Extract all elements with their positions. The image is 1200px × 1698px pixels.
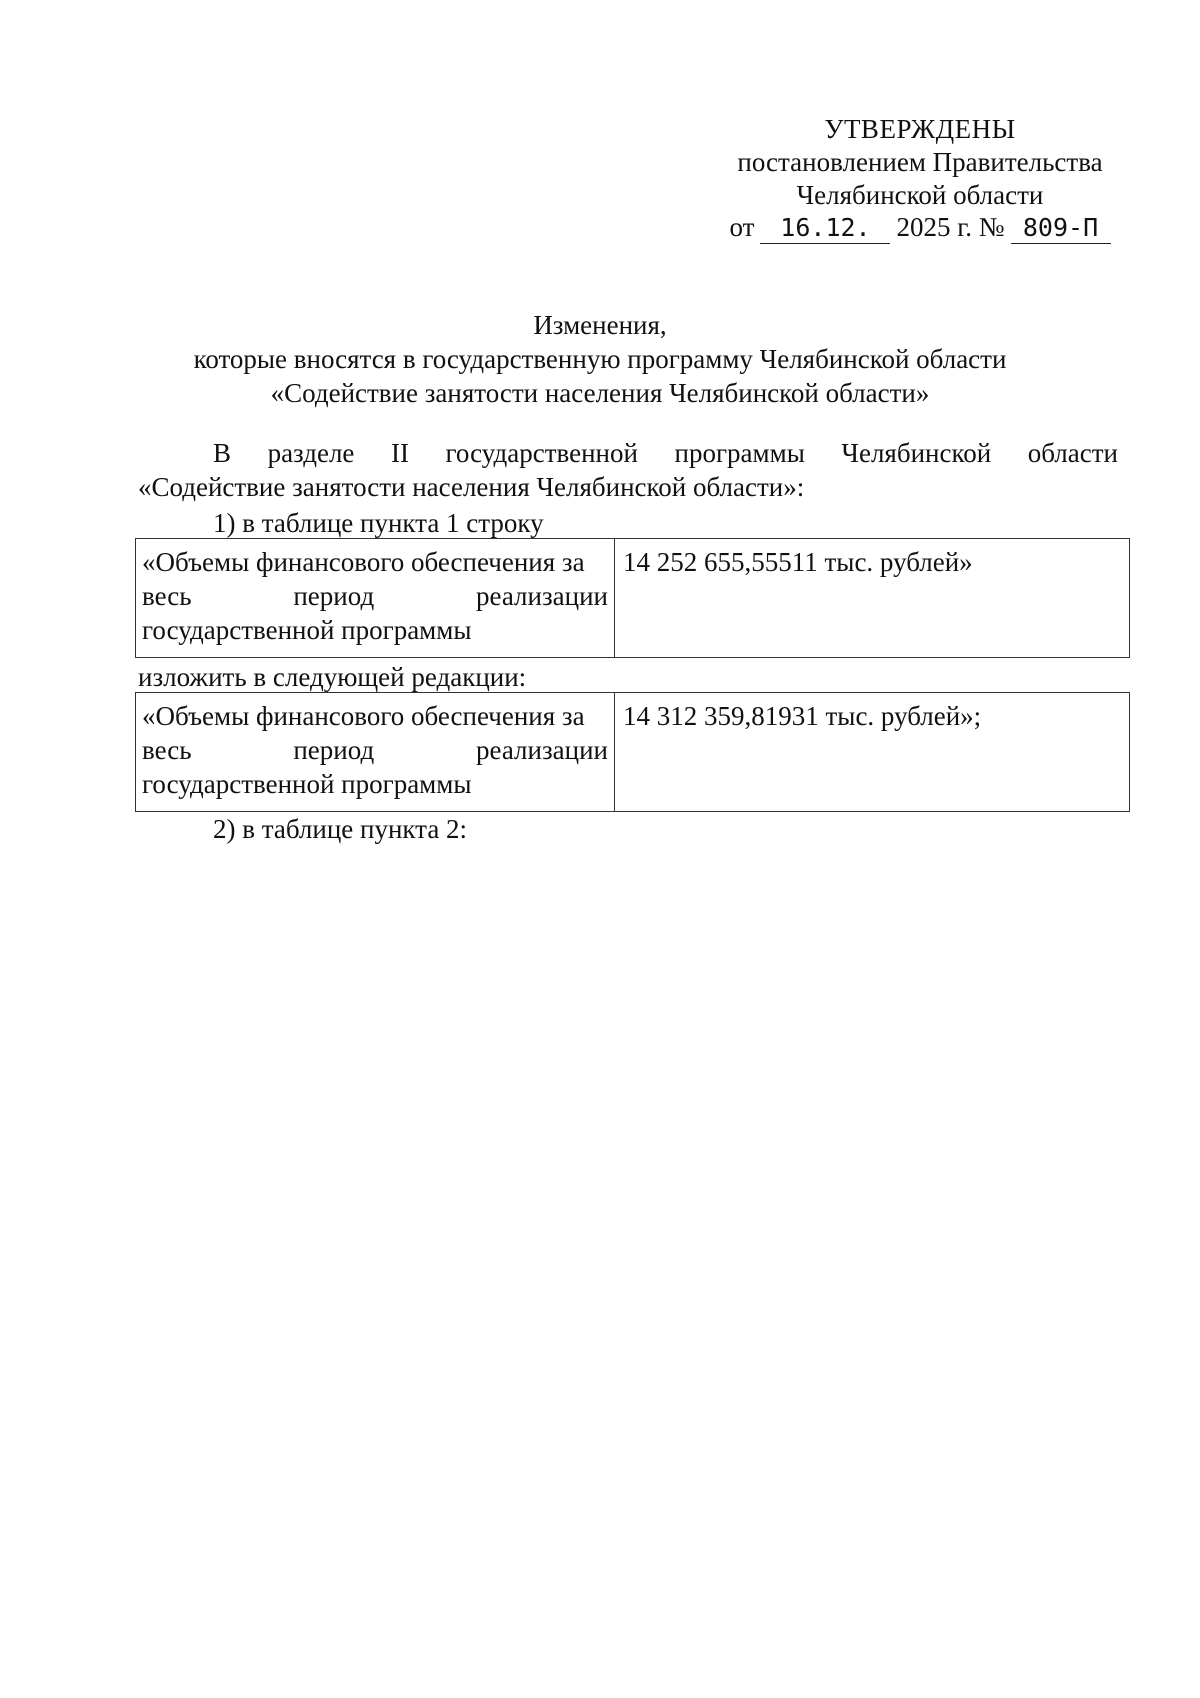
approval-number-field: 809-П xyxy=(1011,213,1111,244)
table-new-label-cell xyxy=(136,693,615,812)
intro-word: программы xyxy=(674,438,805,468)
intro-line-2: «Содействие занятости населения Челябинской области»: xyxy=(138,472,805,502)
intro-word: Челябинской xyxy=(841,438,992,468)
label-line-2 xyxy=(142,579,608,613)
label-word: весь xyxy=(142,581,192,611)
table-old-label-cell xyxy=(136,539,615,658)
intro-line-1 xyxy=(138,436,1118,470)
intro-word: II xyxy=(390,438,409,468)
item-2-text: 2) в таблице пункта 2: xyxy=(213,814,468,844)
approval-heading: УТВЕРЖДЕНЫ xyxy=(824,114,1016,144)
approval-date-line xyxy=(700,211,1140,244)
table-row xyxy=(136,539,1130,658)
title-line-2: которые вносятся в государственную программу Челябинской области xyxy=(193,344,1007,374)
label-word: весь xyxy=(142,735,192,765)
intro-word: разделе xyxy=(267,438,355,468)
approval-line-2: Челябинской области xyxy=(796,180,1044,210)
intro-word: В xyxy=(213,438,232,468)
intro-word: государственной xyxy=(445,438,638,468)
label-word: период xyxy=(293,581,375,611)
intro-word: области xyxy=(1027,438,1118,468)
document-title xyxy=(130,308,1070,410)
label-line-3: государственной программы xyxy=(142,769,472,799)
approval-block xyxy=(700,112,1140,244)
label-line-1: «Объемы финансового обеспечения за xyxy=(142,547,585,577)
title-line-1: Изменения, xyxy=(533,310,667,340)
between-text: изложить в следующей редакции: xyxy=(138,662,527,692)
approval-line-1: постановлением Правительства xyxy=(737,147,1103,177)
table-new-value-cell: 14 312 359,81931 тыс. рублей»; xyxy=(615,693,1130,812)
item-1-text: 1) в таблице пункта 1 строку xyxy=(213,508,544,538)
approval-date-field: 16.12. xyxy=(760,213,890,244)
table-row xyxy=(136,693,1130,812)
label-line-3: государственной программы xyxy=(142,615,472,645)
approval-from-prefix: от xyxy=(729,212,755,242)
label-line-1: «Объемы финансового обеспечения за xyxy=(142,701,585,731)
approval-year-text: 2025 г. № xyxy=(896,212,1005,242)
title-line-3: «Содействие занятости населения Челябинской области» xyxy=(270,378,930,408)
table-old-row xyxy=(135,538,1130,658)
table-new-row xyxy=(135,692,1130,812)
label-word: период xyxy=(293,735,375,765)
label-word: реализации xyxy=(476,735,608,765)
table-old-value-cell: 14 252 655,55511 тыс. рублей» xyxy=(615,539,1130,658)
label-line-2 xyxy=(142,733,608,767)
label-word: реализации xyxy=(476,581,608,611)
intro-paragraph xyxy=(138,436,1118,504)
